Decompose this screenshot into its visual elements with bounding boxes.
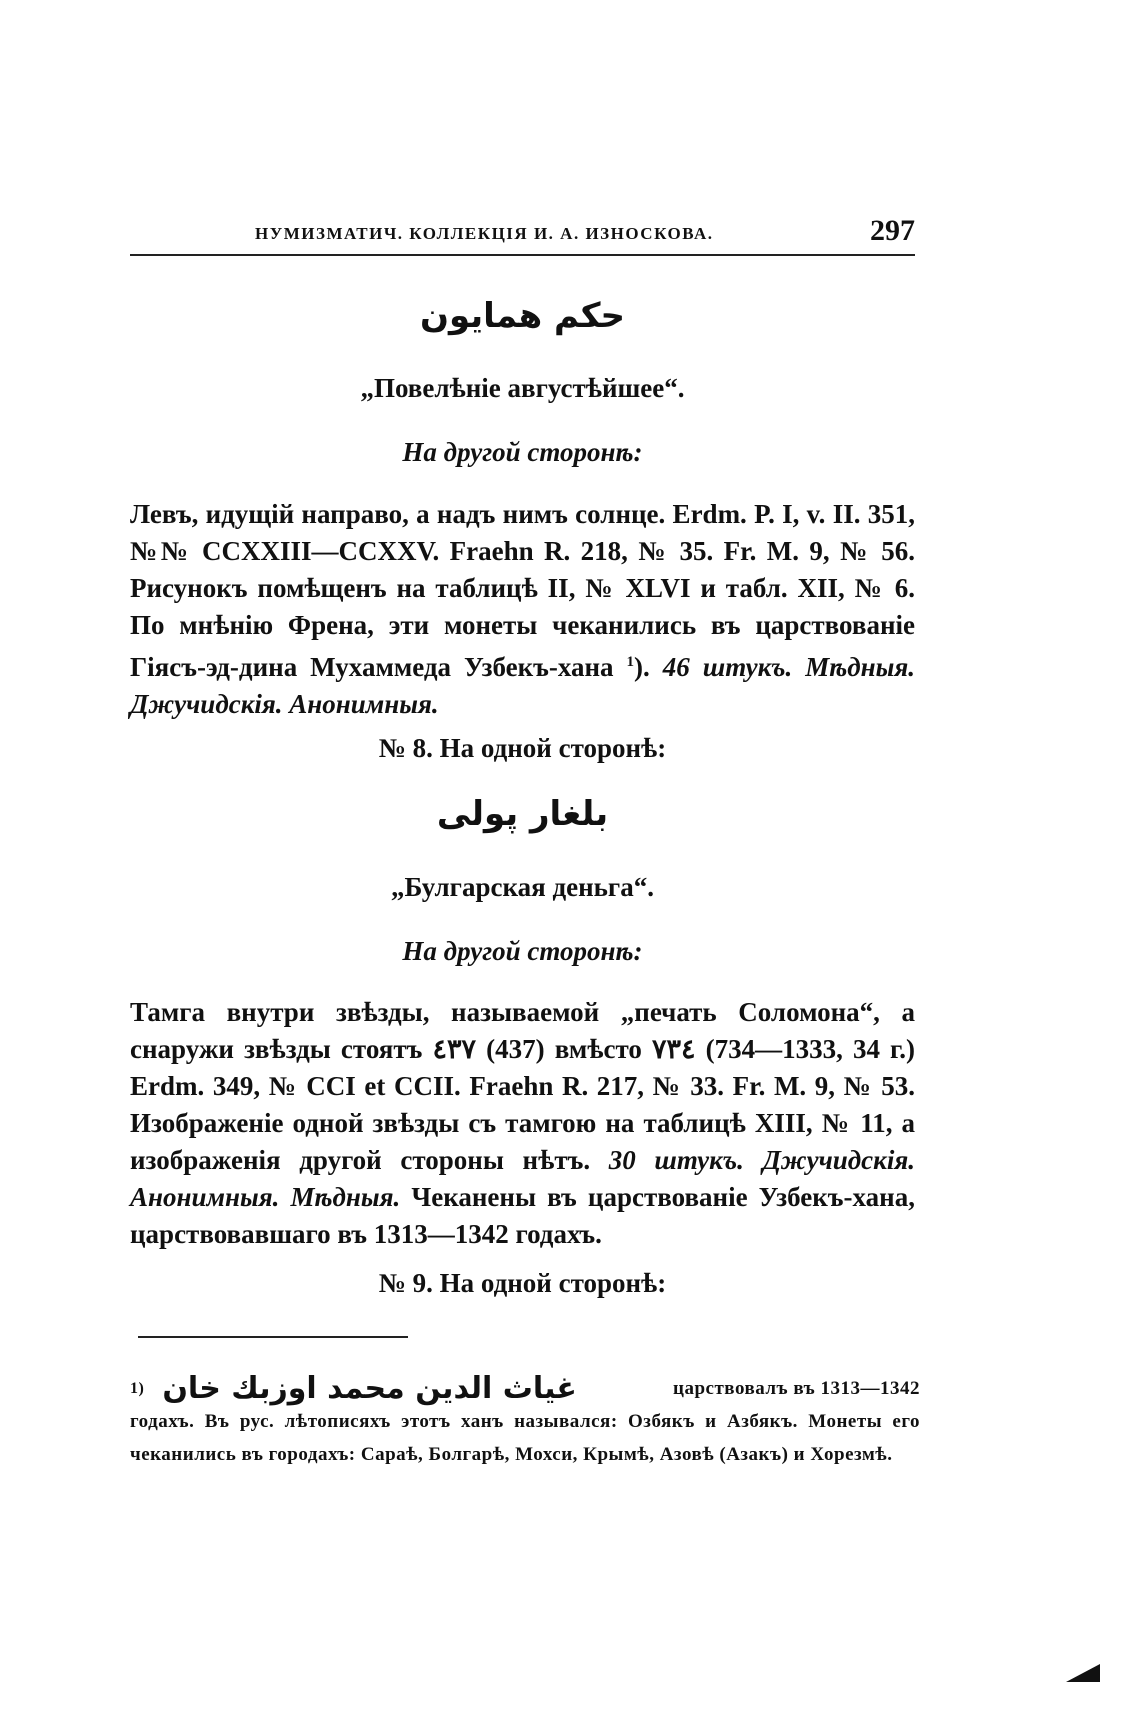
summary-entry7: 46 штукъ. Мѣдныя. Джучидскія. Анонимныя. [130,652,915,719]
footnote-ref: 1 [626,654,635,670]
footnote-arabic-name: غياث الدين محمد اوزبك خان [162,1371,577,1406]
description-entry7-end: . [643,652,650,682]
translation-entry7: „Повелѣніе августѣйшее“. [360,373,685,403]
translation-entry8: „Булгарская деньга“. [391,872,654,902]
page-number: 297 [870,214,915,247]
other-side-heading-entry7: На другой сторонѣ: [402,437,643,467]
description-entry8-end: Чеканены въ царствованіе Узбекъ-хана, царствовавшаго въ 1313—1342 годахъ. [130,1182,915,1249]
heading-entry8 [130,733,915,764]
footnote-rest: годахъ. Въ рус. лѣтописяхъ этотъ ханъ назывался: Озбякъ и Азбякъ. Монеты его чеканились въ городахъ: Сараѣ, Болгарѣ, Мохси, Крымѣ, Азовѣ (Азакъ) и Хорезмѣ. [130,1411,920,1465]
summary-entry8: 30 штукъ. Джучидскія. Анонимныя. Мѣдныя. [130,1145,916,1212]
description-entry7-text: Левъ, идущій направо, а надъ нимъ солнце. Erdm. P. I, v. II. 351, №№ CCXXIII—CCXXV. Fraehn R. 218, № 35. Fr. M. 9, № 56. Рисунокъ помѣщенъ на таблицѣ II, № XLVI и табл. XII, № 6. По мнѣнію Френа, эти монеты чеканились въ царствованіе Гіясъ-эд-дина Мухаммеда Узбекъ-хана [130,499,915,682]
footnote-first-line [130,1372,920,1405]
footnote [130,1372,920,1471]
footnote-divider [138,1336,408,1338]
description-entry8 [130,994,915,1253]
description-entry8-text: Тамга внутри звѣзды, называемой „печать Соломона“, а снаружи звѣзды стоятъ ٤٣٧ (437) вмѣсто ٧٣٤ (734—1333, 34 г.) Erdm. 349, № CCI et CCII. Fraehn R. 217, № 33. Fr. M. 9, № 53. Изображеніе одной звѣзды съ тамгою на таблицѣ XIII, № 11, а изображенія другой стороны нѣтъ. [130,997,916,1175]
footnote-mark: 1) [130,1380,145,1397]
description-entry7: Левъ, идущій направо, а надъ нимъ солнце. Erdm. P. I, v. II. 351, №№ CCXXIII—CCXXV. Fraehn R. 218, № 35. Fr. M. 9, № 56. Рисунокъ помѣщенъ на таблицѣ II, № XLVI и табл. XII, № 6. По мнѣнію Френа, эти монеты чеканились въ царствованіе Гіясъ-эд-дина Мухаммеда Узбекъ-хана $^1$). 46 штукъ. Мѣдныя. Джучидскія. Анонимныя. [130,499,915,719]
arabic-legend-entry7: حكم همايون [419,296,625,336]
footnote-first-text: царствовалъ въ 1313—1342 [673,1378,920,1399]
page-corner-mark [1066,1664,1100,1682]
arabic-legend-entry8: بلغار پولی [436,794,609,834]
heading-entry8-text: № 8. На одной сторонѣ: [378,733,667,763]
running-head: НУМИЗМАТИЧ. КОЛЛЕКЦІЯ И. А. ИЗНОСКОВА. [255,224,714,243]
other-side-heading-entry8: На другой сторонѣ: [402,936,643,966]
heading-entry9: № 9. На одной сторонѣ: [378,1268,667,1298]
page-header [130,214,915,256]
